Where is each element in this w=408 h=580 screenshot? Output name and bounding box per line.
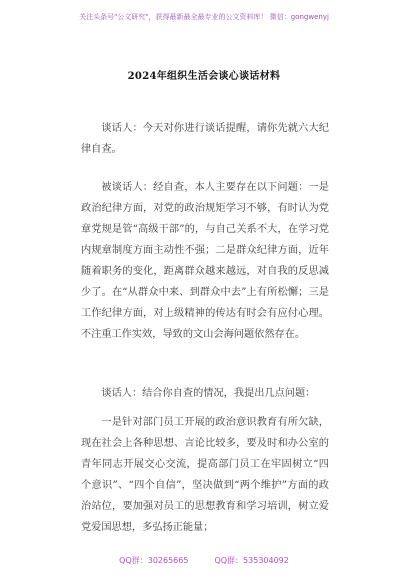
footer-qq-group-2: QQ群：535304092 — [214, 556, 289, 565]
paragraph-4: 一是针对部门员工开展的政治意识教育有所欠缺，现在社会上各种思想、言论比较多，要及时和办公室的青年同志开展交心交流，提高部门员工在牢固树立“四个意识”、“四个自信”，坚决做到“两个维护”方面的政治站位，要加强对员工的思想教育和学习培训，树立爱党爱国思想，多弘扬正能量； — [81, 417, 329, 533]
promo-banner: 关注头条号"公文研究"，获得最新最全最专业的公文资料库！ 微信：gongwenyj — [79, 13, 329, 21]
document-title: 2024年组织生活会谈心谈话材料 — [127, 71, 281, 82]
footer-qq-group-1: QQ群：30265665 — [119, 556, 189, 565]
paragraph-1: 谈话人：今天对你进行谈话提醒，请你先就六大纪律自查。 — [81, 123, 329, 155]
paragraph-2: 被谈话人：经自查，本人主要存在以下问题：一是政治纪律方面，对党的政治规矩学习不够，有时认为党章党规是管“高级干部”的，与自己关系不大，在学习党内规章制度方面主动性不强；二是群众纪律方面，近年随着职务的变化，距离群众越来越远，对自我的反思减少了。在“从群众中来、到群众中去”上有所松懈；三是工作纪律方面，对上级精神的传达有时会有应付心理。不注重工作实效，导致的文山会海问题依然存在。 — [81, 182, 329, 340]
paragraph-3: 谈话人：结合你自查的情况，我提出几点问题： — [101, 388, 316, 399]
footer — [0, 555, 408, 566]
